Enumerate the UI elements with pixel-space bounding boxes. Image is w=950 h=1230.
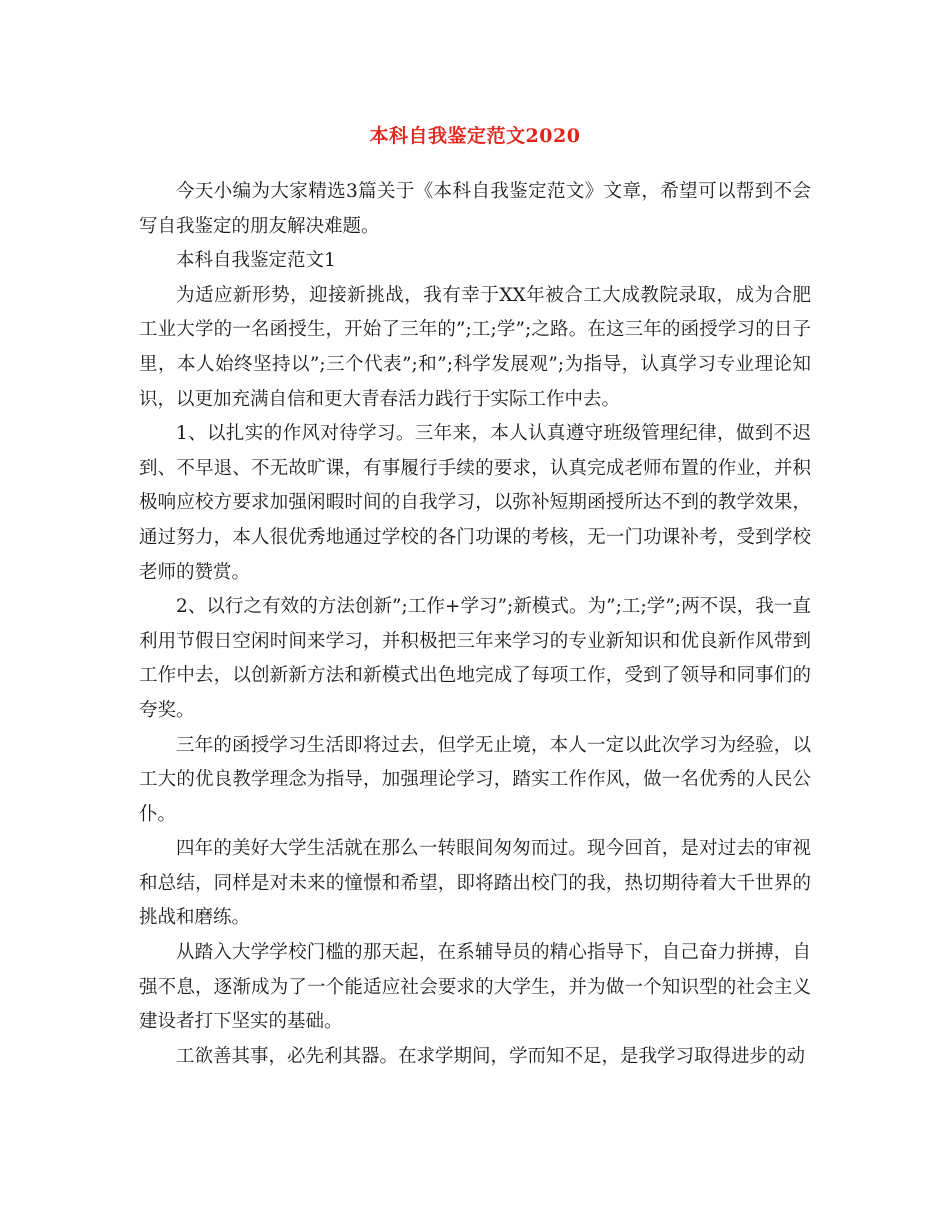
body-paragraph: 工欲善其事，必先利其器。在求学期间，学而知不足，是我学习取得进步的动	[176, 1045, 806, 1067]
body-paragraph: 2、以行之有效的方法创新”;工作+学习”;新模式。为”;工;学”;两不误，我一直利用节假日空闲时间来学习，并积极把三年来学习的专业新知识和优良新作风带到工作中去，以创新新方法和新模式出色地完成了每项工作，受到了领导和同事们的夸奖。	[139, 596, 811, 721]
body-paragraph: 从踏入大学学校门槛的那天起，在系辅导员的精心指导下，自己奋力拼搏，自强不息，逐渐成为了一个能适应社会要求的大学生，并为做一个知识型的社会主义建设者打下坚实的基础。	[139, 942, 811, 1033]
document-body	[139, 175, 811, 1074]
body-paragraph: 三年的函授学习生活即将过去，但学无止境，本人一定以此次学习为经验，以工大的优良教学理念为指导，加强理论学习，踏实工作作风，做一名优秀的人民公仆。	[139, 734, 811, 825]
intro-paragraph: 今天小编为大家精选3篇关于《本科自我鉴定范文》文章，希望可以帮到不会写自我鉴定的朋友解决难题。	[139, 181, 811, 237]
body-paragraph: 为适应新形势，迎接新挑战，我有幸于XX年被合工大成教院录取，成为合肥工业大学的一名函授生，开始了三年的”;工;学”;之路。在这三年的函授学习的日子里，本人始终坚持以”;三个代表”;和”;科学发展观”;为指导，认真学习专业理论知识，以更加充满自信和更大青春活力践行于实际工作中去。	[139, 284, 811, 410]
body-paragraph: 1、以扎实的作风对待学习。三年来，本人认真遵守班级管理纪律，做到不迟到、不早退、不无故旷课，有事履行手续的要求，认真完成老师布置的作业，并积极响应校方要求加强闲暇时间的自我学习，以弥补短期函授所达不到的教学效果，通过努力，本人很优秀地通过学校的各门功课的考核，无一门功课补考，受到学校老师的赞赏。	[139, 423, 811, 583]
section-heading: 本科自我鉴定范文1	[176, 250, 336, 272]
body-paragraph: 四年的美好大学生活就在那么一转眼间匆匆而过。现今回首，是对过去的审视和总结，同样是对未来的憧憬和希望，即将踏出校门的我，热切期待着大千世界的挑战和磨练。	[139, 838, 811, 929]
document-title: 本科自我鉴定范文2020	[369, 125, 581, 147]
